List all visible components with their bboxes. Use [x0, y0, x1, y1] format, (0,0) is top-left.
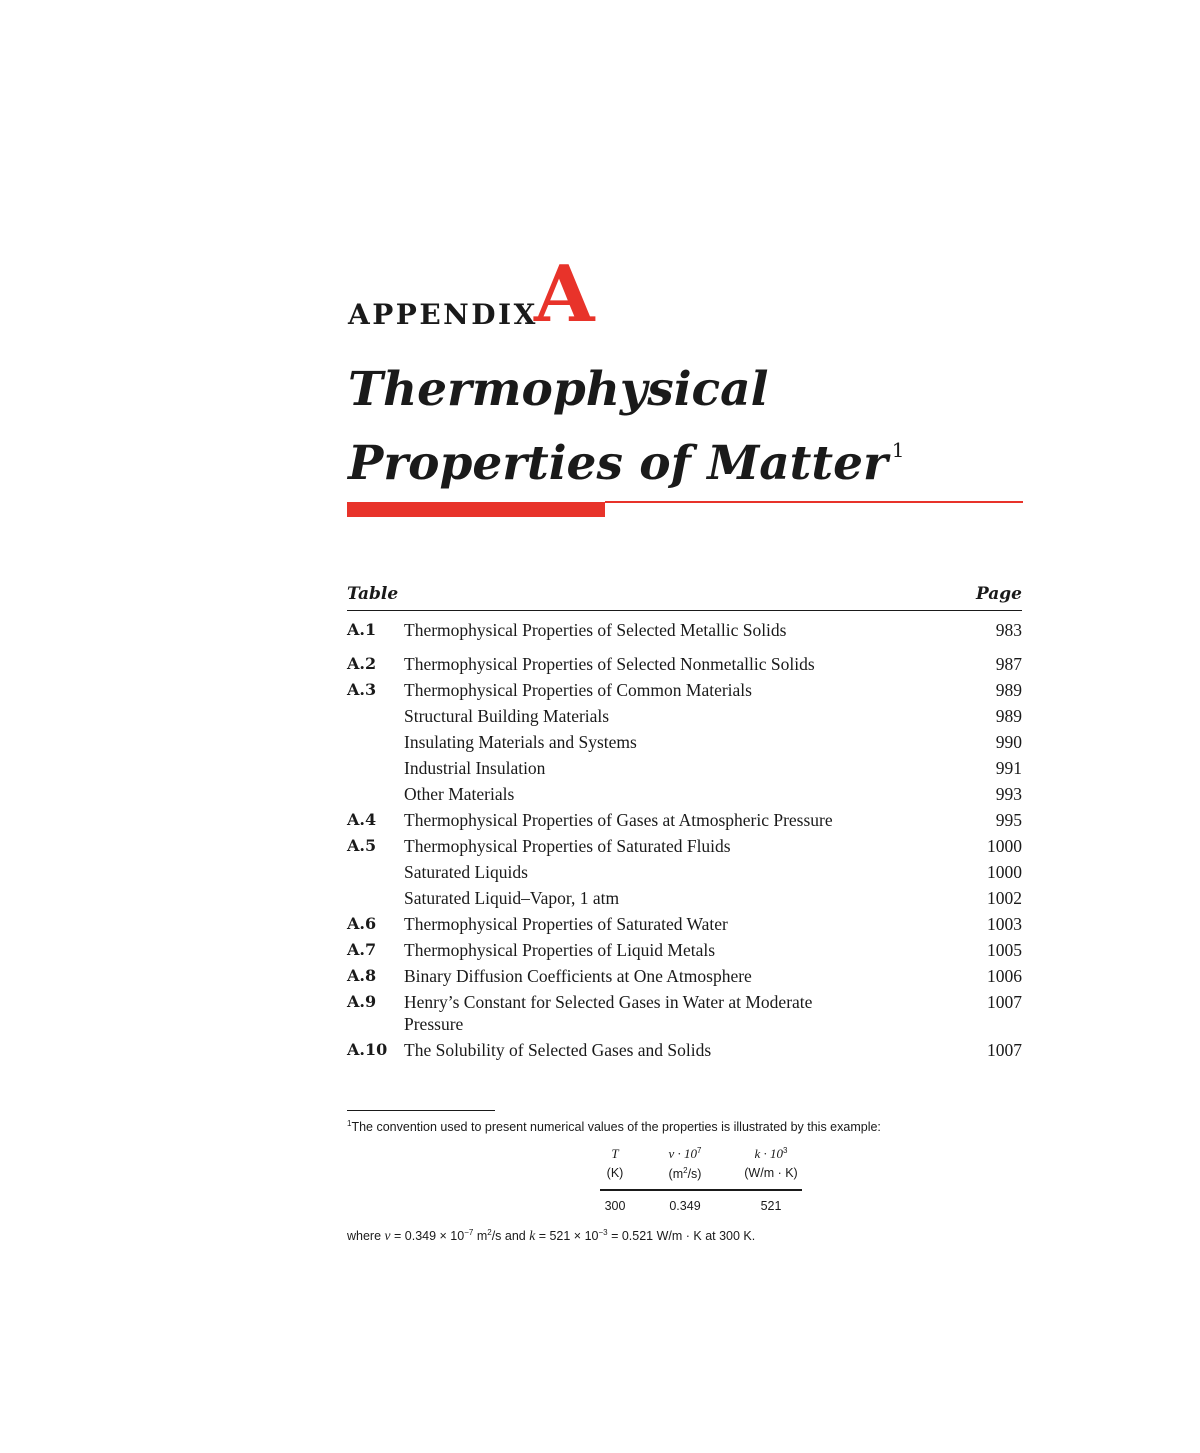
example-col2-unit: $(m^2/s)$	[668, 1166, 702, 1181]
toc-row-label: Thermophysical Properties of Selected Nonmetallic Solids	[404, 654, 815, 674]
toc-row-page: 1002	[987, 888, 1022, 908]
toc-row-page: 993	[995, 784, 1022, 804]
toc-row	[347, 703, 1022, 729]
toc-row-label: Insulating Materials and Systems	[404, 732, 637, 752]
title-rule-thin	[605, 501, 1023, 503]
toc-row-number: A.8	[347, 966, 377, 985]
toc-row-page: 1000	[987, 862, 1022, 882]
toc-row-number: A.5	[347, 836, 377, 855]
example-val3: 521	[760, 1199, 782, 1213]
title-line-1: Thermophysical	[348, 362, 769, 417]
toc-row-page: 990	[995, 732, 1022, 752]
footnote-mark: 1	[347, 1119, 352, 1128]
example-col3-unit: (W/m · K)	[744, 1166, 798, 1180]
toc-row-label: Henry’s Constant for Selected Gases in Water at Moderate Pressure	[404, 992, 813, 1034]
toc-row	[347, 1037, 1022, 1063]
toc-row	[347, 937, 1022, 963]
title-rule-thick	[347, 502, 605, 517]
footnote-rule	[347, 1110, 495, 1111]
toc-header	[347, 582, 1022, 611]
toc-row-label: Saturated Liquids	[404, 862, 528, 882]
toc-row-number: A.1	[347, 620, 377, 639]
example-col2-symbol: $\nu \cdot 10^7$	[668, 1146, 702, 1161]
toc-row	[347, 781, 1022, 807]
toc-row-page: 1003	[987, 914, 1022, 934]
toc-row	[347, 729, 1022, 755]
toc-row-label: Structural Building Materials	[404, 706, 610, 726]
toc-row-page: 989	[995, 706, 1022, 726]
toc-row-number: A.7	[347, 940, 377, 959]
toc-row	[347, 833, 1022, 859]
toc-row-page: 991	[995, 758, 1022, 778]
toc-header-table: Table	[347, 584, 399, 604]
toc-row-label: Other Materials	[404, 784, 515, 804]
toc-row	[347, 755, 1022, 781]
example-rule	[600, 1189, 802, 1191]
chapter-title	[348, 360, 905, 494]
toc-row	[347, 989, 1022, 1037]
toc-row	[347, 677, 1022, 703]
title-line-2-text: Properties of Matter	[348, 436, 888, 491]
toc-row-page: 987	[995, 654, 1022, 674]
toc-row	[347, 885, 1022, 911]
title-footnote-mark: 1	[891, 438, 905, 462]
toc-row-number: A.10	[347, 1040, 388, 1059]
toc-row-page: 983	[995, 620, 1022, 640]
table-of-contents	[347, 582, 1022, 1063]
appendix-letter: A	[534, 249, 595, 340]
toc-row-page: 1000	[987, 836, 1022, 856]
toc-row-label: Thermophysical Properties of Gases at Atmospheric Pressure	[404, 810, 833, 830]
toc-row-number: A.6	[347, 914, 377, 933]
toc-row-page: 1007	[987, 1040, 1022, 1060]
footnote-sentence: The convention used to present numerical values of the properties is illustrated by this example:	[351, 1120, 881, 1134]
example-col3-symbol: $k \cdot 10^3$	[754, 1146, 788, 1161]
footnote-where-line: where $\nu = 0.349 \times 10^{-7}$ $m^2/s$ and $k = 521 \times 10^{-3} = 0.521$ W/m · K at 300 K.	[347, 1228, 756, 1243]
appendix-word: APPENDIX	[348, 298, 538, 331]
title-line-2	[348, 420, 905, 494]
toc-row-label: The Solubility of Selected Gases and Solids	[404, 1040, 712, 1060]
toc-row	[347, 859, 1022, 885]
example-col1-symbol: T	[611, 1146, 619, 1161]
toc-row-label: Thermophysical Properties of Saturated Water	[404, 914, 728, 934]
toc-row-label: Thermophysical Properties of Liquid Metals	[404, 940, 716, 960]
toc-row-page: 989	[995, 680, 1022, 700]
toc-row-page: 995	[995, 810, 1022, 830]
toc-row-label: Binary Diffusion Coefficients at One Atmosphere	[404, 966, 752, 986]
toc-rows	[347, 617, 1022, 1063]
toc-row	[347, 807, 1022, 833]
toc-row-page: 1005	[987, 940, 1022, 960]
toc-row-label: Saturated Liquid–Vapor, 1 atm	[404, 888, 620, 908]
toc-row-number: A.9	[347, 992, 377, 1011]
toc-row-page: 1006	[987, 966, 1022, 986]
toc-row	[347, 963, 1022, 989]
toc-row	[347, 651, 1022, 677]
toc-row-page: 1007	[987, 992, 1022, 1012]
example-val2: 0.349	[669, 1199, 701, 1213]
toc-row-number: A.3	[347, 680, 377, 699]
example-val1: 300	[604, 1199, 626, 1213]
toc-row	[347, 911, 1022, 937]
toc-row-number: A.2	[347, 654, 377, 673]
toc-row-label: Thermophysical Properties of Common Materials	[404, 680, 752, 700]
toc-row-label: Thermophysical Properties of Saturated Fluids	[404, 836, 731, 856]
toc-header-page: Page	[975, 584, 1022, 604]
example-col1-unit: (K)	[606, 1166, 624, 1180]
toc-row-number: A.4	[347, 810, 377, 829]
toc-row-label: Industrial Insulation	[404, 758, 546, 778]
toc-row-label: Thermophysical Properties of Selected Metallic Solids	[404, 620, 787, 640]
footnote-text	[347, 1119, 881, 1134]
toc-row	[347, 617, 1022, 643]
